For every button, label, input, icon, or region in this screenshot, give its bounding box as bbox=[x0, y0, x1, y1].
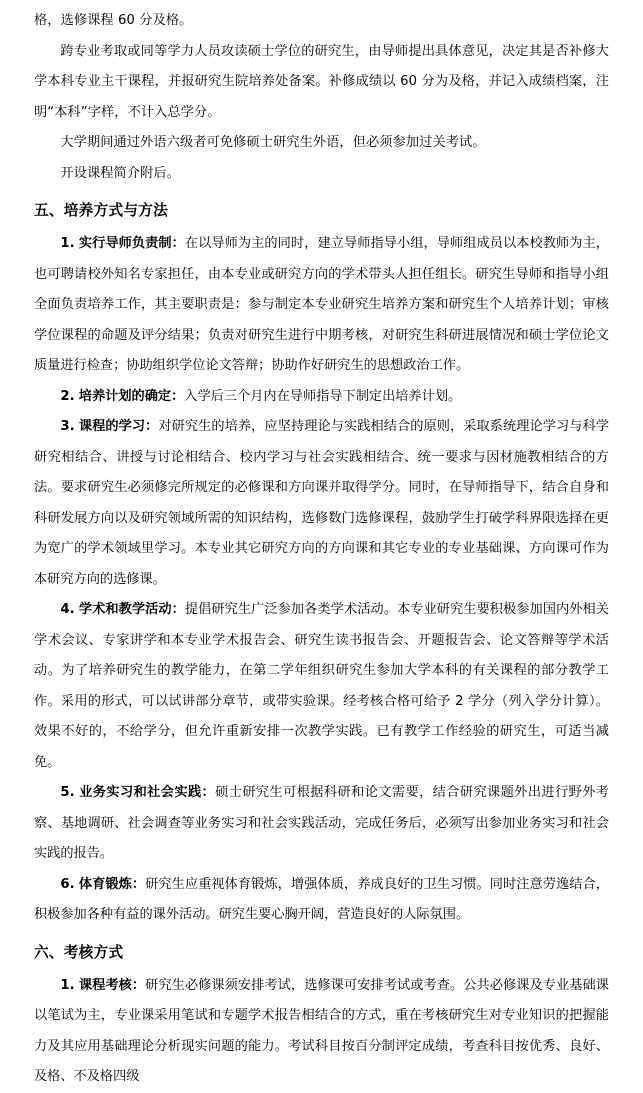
list-item-title: 业务实习和社会实践： bbox=[79, 785, 216, 800]
list-item-text: 对研究生的培养，应坚持理论与实践相结合的原则，采取系统理论学习与科学研究相结合、讲授与讨论相结合、校内学习与社会实践相结合、统一要求与因材施教相结合的方法。要求研究生必须修完所规定的必修课和方向课并取得学分。同时，在导师指导下，结合自身和科研发展方向以及研究领域所需的知识结构，选修数门选修课程，鼓励学生打破学科界限选择在更为宽广的学术领域里学习。本专业其它研究方向的方向课和其它专业的专业基础课、方向课可作为本研究方向的选修课。 bbox=[34, 419, 610, 587]
paragraph-continuation: 格，选修课程 60 分及格。 bbox=[34, 13, 193, 28]
list-item bbox=[34, 382, 609, 413]
paragraph-cross-major: 跨专业考取或同等学力人员攻读硕士学位的研究生，由导师提出具体意见，决定其是否补修大学本科专业主干课程，并报研究生院培养处备案。补修成绩以 60 分为及格，并记入成绩档案，注明“本科”字样，不计入总学分。 bbox=[34, 43, 609, 120]
list-marker: 1. bbox=[60, 977, 75, 993]
list-marker: 1. bbox=[60, 236, 75, 251]
list-item bbox=[34, 778, 609, 870]
list-marker: 4. bbox=[60, 602, 75, 617]
list-marker: 3. bbox=[60, 419, 75, 434]
list-item-title: 实行导师负责制： bbox=[78, 236, 185, 251]
list-marker: 2. bbox=[60, 388, 75, 404]
section-heading-assessment: 六、考核方式 bbox=[34, 943, 124, 961]
list-item bbox=[34, 412, 609, 595]
list-item-title: 学术和教学活动： bbox=[78, 602, 185, 617]
list-item bbox=[34, 870, 609, 931]
list-item-title: 课程考核： bbox=[78, 977, 146, 993]
list-marker: 5. bbox=[60, 785, 75, 800]
list-item-text: 研究生应重视体育锻炼，增强体质，养成良好的卫生习惯。同时注意劳逸结合，积极参加各种有益的课外活动。研究生要心胸开阔，营造良好的人际氛围。 bbox=[34, 876, 609, 922]
list-item-title: 体育锻炼： bbox=[78, 876, 146, 892]
list-item bbox=[34, 971, 609, 1093]
list-item-text: 提倡研究生广泛参加各类学术活动。本专业研究生要积极参加国内外相关学术会议、专家讲学和本专业学术报告会、研究生读书报告会、开题报告会、论文答辩等学术活动。为了培养研究生的教学能力，在第二学年组织研究生参加大学本科的有关课程的部分教学工作。采用的形式，可以试讲部分章节，或带实验课。经考核合格可给予 2 学分（列入学分计算）。效果不好的，不给学分，但允许重新安排一次教学实践。已有教学工作经验的研究生，可适当减免。 bbox=[34, 602, 609, 770]
list-item-text: 入学后三个月内在导师指导下制定出培养计划。 bbox=[184, 388, 462, 404]
list-item-text: 硕士研究生可根据科研和论文需要，结合研究课题外出进行野外考察、基地调研、社会调查等业务实习和社会实践活动，完成任务后，必须写出参加业务实习和社会实践的报告。 bbox=[34, 785, 609, 861]
paragraph-course-intro: 开设课程简介附后。 bbox=[60, 165, 180, 181]
list-item-text: 研究生必修课须安排考试，选修课可安排考试或考查。公共必修课及专业基础课以笔试为主，专业课采用笔试和专题学术报告相结合的方式，重在考核研究生对专业知识的把握能力及其应用基础理论分析现实问题的能力。考试科目按百分制评定成绩，考查科目按优秀、良好、及格、不及格四级 bbox=[34, 977, 609, 1084]
list-marker: 6. bbox=[60, 876, 75, 892]
section-heading-training-methods: 五、培养方式与方法 bbox=[34, 202, 169, 219]
list-item-title: 课程的学习： bbox=[78, 419, 159, 434]
list-item bbox=[34, 595, 609, 778]
list-item bbox=[34, 229, 609, 382]
list-item-title: 培养计划的确定： bbox=[78, 388, 185, 404]
list-item-text: 在以导师为主的同时，建立导师指导小组，导师组成员以本校教师为主，也可聘请校外知名专家担任，由本专业或研究方向的学术带头人担任组长。研究生导师和指导小组全面负责培养工作，其主要职责是：参与制定本专业研究生培养方案和研究生个人培养计划；审核学位课程的命题及评分结果；负责对研究生进行中期考核，对研究生科研进展情况和硕士学位论文质量进行检查；协助组织学位论文答辩；协助作好研究生的思想政治工作。 bbox=[34, 236, 609, 373]
paragraph-foreign-language: 大学期间通过外语六级者可免修硕士研究生外语，但必须参加过关考试。 bbox=[60, 135, 486, 150]
